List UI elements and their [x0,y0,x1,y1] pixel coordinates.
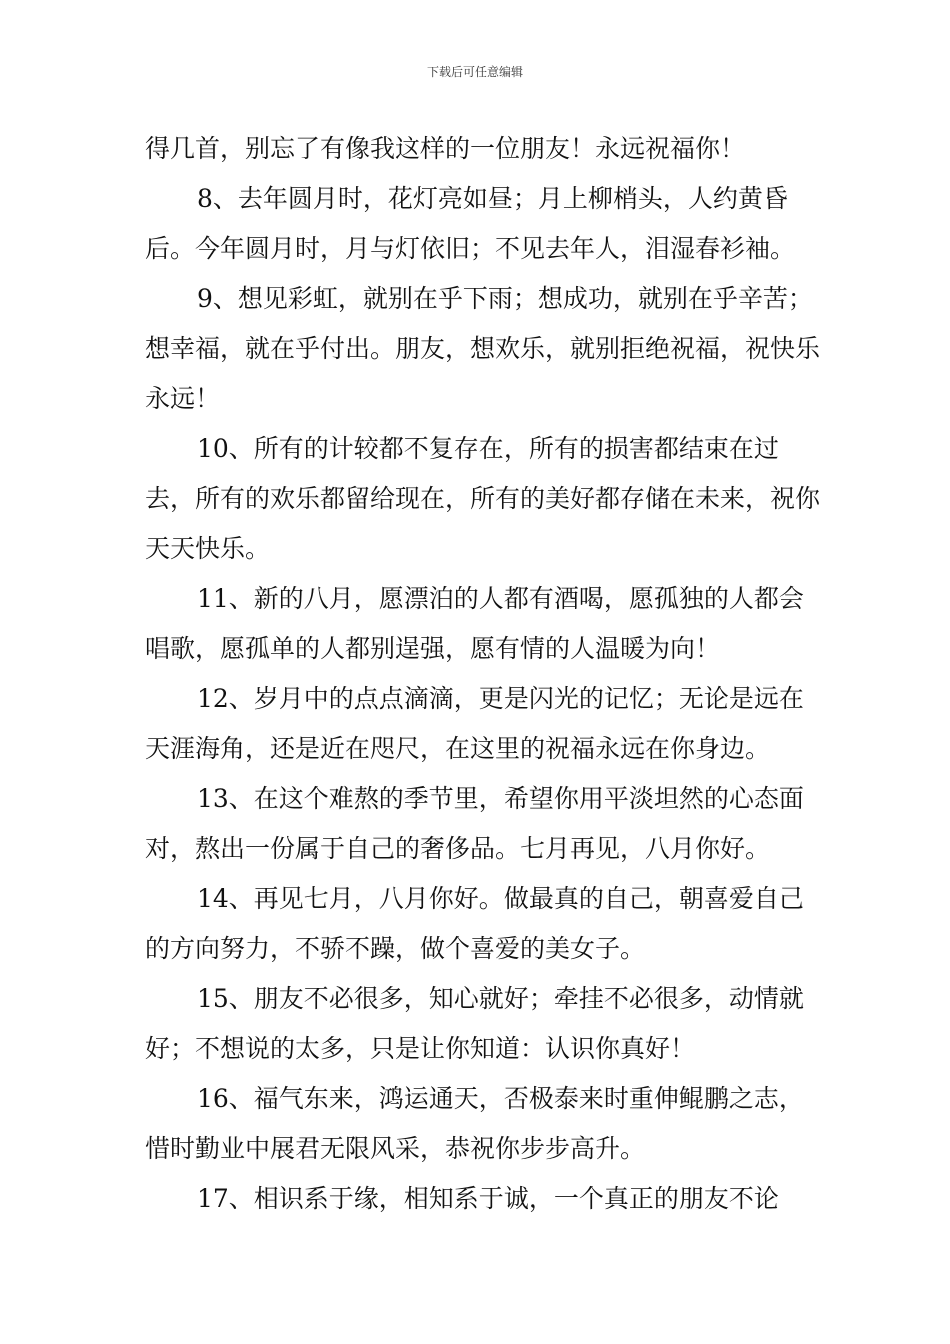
paragraph-item-17: 17、相识系于缘，相知系于诚，一个真正的朋友不论 [197,1184,779,1213]
paragraph-item-10: 10、所有的计较都不复存在，所有的损害都结束在过去，所有的欢乐都留给现在，所有的美好都存储在未来，祝你天天快乐。 [145,434,821,563]
paragraph-item-9: 9、想见彩虹，就别在乎下雨；想成功，就别在乎辛苦；想幸福，就在乎付出。朋友，想欢乐，就别拒绝祝福，祝快乐永远！ [145,284,821,413]
paragraph-item-12: 12、岁月中的点点滴滴，更是闪光的记忆；无论是远在天涯海角，还是近在咫尺，在这里的祝福永远在你身边。 [145,684,804,763]
paragraph-item-8: 8、去年圆月时，花灯亮如昼；月上柳梢头，人约黄昏后。今年圆月时，月与灯依旧；不见去年人，泪湿春衫袖。 [145,184,796,263]
paragraph-item-14: 14、再见七月，八月你好。做最真的自己，朝喜爱自己的方向努力，不骄不躁，做个喜爱的美女子。 [145,884,804,963]
paragraph-item-11: 11、新的八月，愿漂泊的人都有酒喝，愿孤独的人都会唱歌，愿孤单的人都别逞强，愿有情的人温暖为向！ [145,584,804,663]
page-header-note: 下载后可任意编辑 [426,65,523,79]
paragraph-item-16: 16、福气东来，鸿运通天，否极泰来时重伸鲲鹏之志，惜时勤业中展君无限风采，恭祝你步步高升。 [145,1084,804,1163]
paragraph-continuation: 得几首，别忘了有像我这样的一位朋友！永远祝福你！ [145,134,746,163]
paragraph-item-13: 13、在这个难熬的季节里，希望你用平淡坦然的心态面对，熬出一份属于自己的奢侈品。七月再见，八月你好。 [145,784,804,863]
paragraph-item-15: 15、朋友不必很多，知心就好；牵挂不必很多，动情就好；不想说的太多，只是让你知道：认识你真好！ [145,984,804,1063]
document-body [145,124,823,1224]
